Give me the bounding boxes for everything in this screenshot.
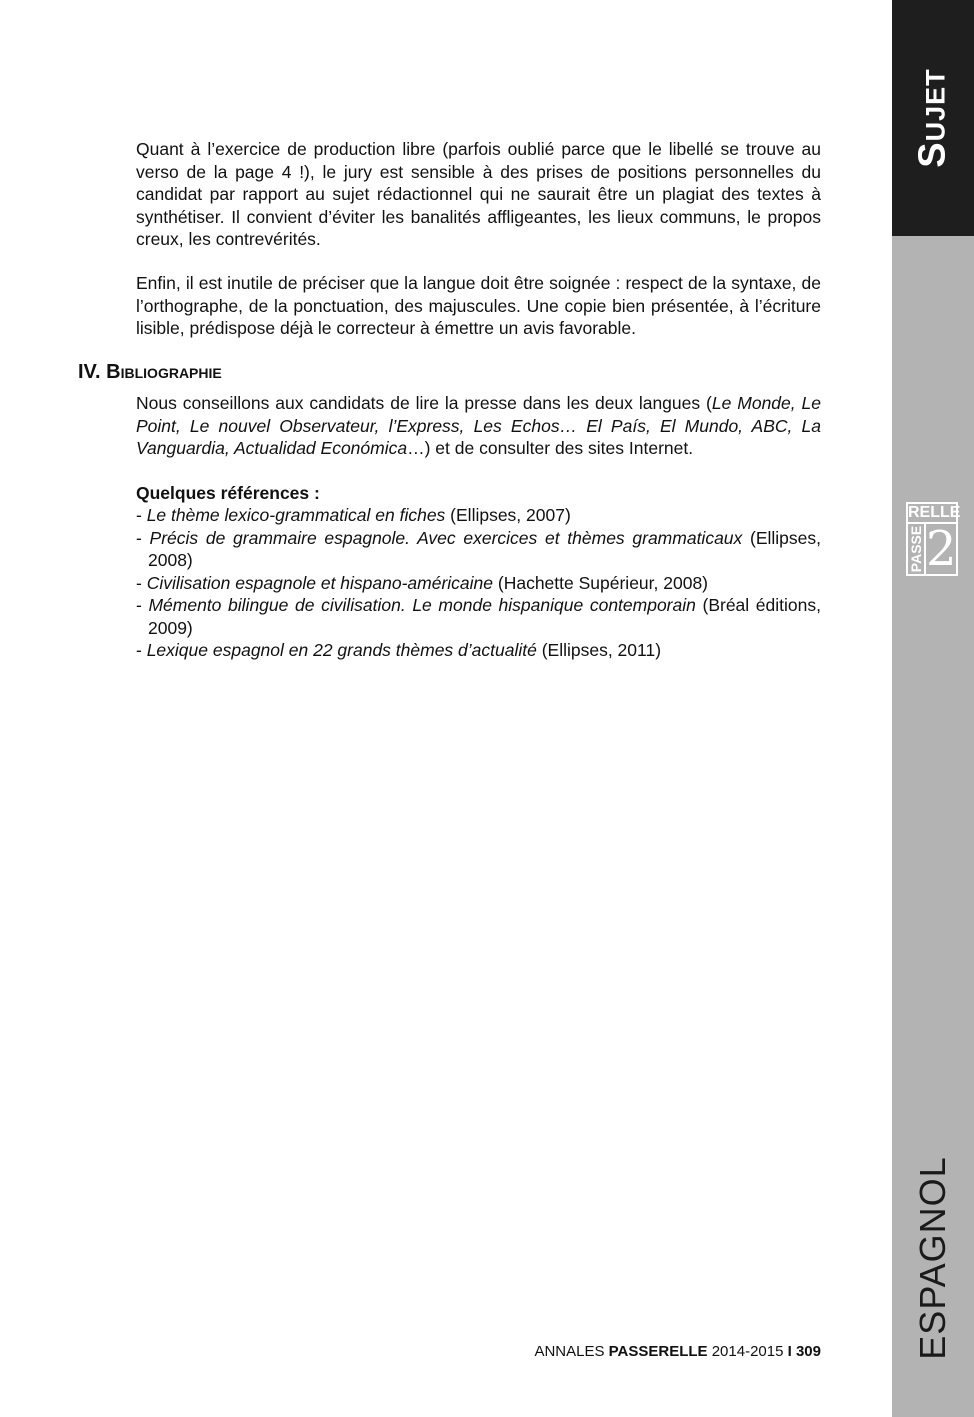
reference-item: - Précis de grammaire espagnole. Avec exercices et thèmes grammaticaux (Ellipses, 2008) [136, 527, 821, 570]
reference-title: Mémento bilingue de civilisation. Le monde hispanique contemporain [148, 595, 696, 615]
references-title: Quelques références : [136, 483, 320, 503]
passerelle-logo [906, 502, 961, 577]
presse-text-after: …) et de consulter des sites Internet. [407, 438, 694, 458]
paragraph-langue-soignee: Enfin, il est inutile de préciser que la langue doit être soignée : respect de la syntaxe, de l’orthographe, de la ponctuation, des majuscules. Une copie bien présentée, à l’écriture lisible, prédispose déjà le correcteur à émettre un avis favorable. [136, 273, 821, 338]
footer-brand: PASSERELLE [608, 1343, 708, 1360]
subject-label: ESPAGNOL [912, 1156, 953, 1360]
section-heading-bibliographie: IV. Bibliographie [78, 361, 222, 383]
reference-info: (Hachette Supérieur, 2008) [493, 572, 709, 593]
reference-item: - Civilisation espagnole et hispano-américaine (Hachette Supérieur, 2008) [136, 572, 709, 593]
reference-info: (Bréal éditions, 2009) [148, 595, 821, 638]
side-tab-label: Sujet [911, 68, 954, 168]
reference-item: - Le thème lexico-grammatical en fiches (Ellipses, 2007) [136, 505, 571, 525]
logo-number: 2 [926, 521, 957, 577]
page-number: 309 [795, 1343, 821, 1360]
paragraph-production-libre: Quant à l’exercice de production libre (parfois oublié parce que le libellé se trouve au verso de la page 4 !), le jury est sensible à des prises de positions personnelles du candidat par rapport au sujet rédactionnel qui ne saurait être un plagiat des textes à synthétiser. Il convient d’éviter les banalités affligeantes, les lieux communs, le propos creux, les contrevérités. [136, 139, 821, 249]
reference-item: - Lexique espagnol en 22 grands thèmes d’actualité (Ellipses, 2011) [136, 640, 662, 660]
reference-list [136, 504, 821, 662]
reference-info: (Ellipses, 2008) [148, 527, 821, 570]
logo-side-box [908, 524, 926, 574]
presse-text-before: Nous conseillons aux candidats de lire la presse dans les deux langues ( [136, 393, 712, 413]
footer-years: 2014-2015 [707, 1343, 788, 1360]
reference-title: Le thème lexico-grammatical en fiches [146, 505, 446, 525]
footer-prefix: ANNALES [534, 1343, 609, 1360]
side-strip [892, 0, 974, 1417]
page-footer [531, 1343, 821, 1360]
reference-info: (Ellipses, 2011) [536, 640, 662, 660]
reference-title: Précis de grammaire espagnole. Avec exercices et thèmes grammaticaux [149, 527, 743, 548]
logo-side-text: PASSE [908, 525, 924, 573]
reference-title: Lexique espagnol en 22 grands thèmes d’actualité [146, 640, 537, 660]
reference-title: Civilisation espagnole et hispano-américaine [146, 572, 494, 593]
paragraph-presse [136, 392, 821, 460]
reference-item: - Mémento bilingue de civilisation. Le monde hispanique contemporain (Bréal éditions, 2009) [136, 595, 821, 638]
presse-titles: Le Monde, Le Point, Le nouvel Observateur, l’Express, Les Echos… El País, El Mundo, ABC, La Vanguardia, Actualidad Económica [136, 393, 822, 458]
reference-info: (Ellipses, 2007) [445, 505, 571, 525]
side-tab [892, 0, 974, 236]
footer-separator: I [787, 1343, 792, 1360]
logo-top-text: RELLE [908, 504, 956, 524]
